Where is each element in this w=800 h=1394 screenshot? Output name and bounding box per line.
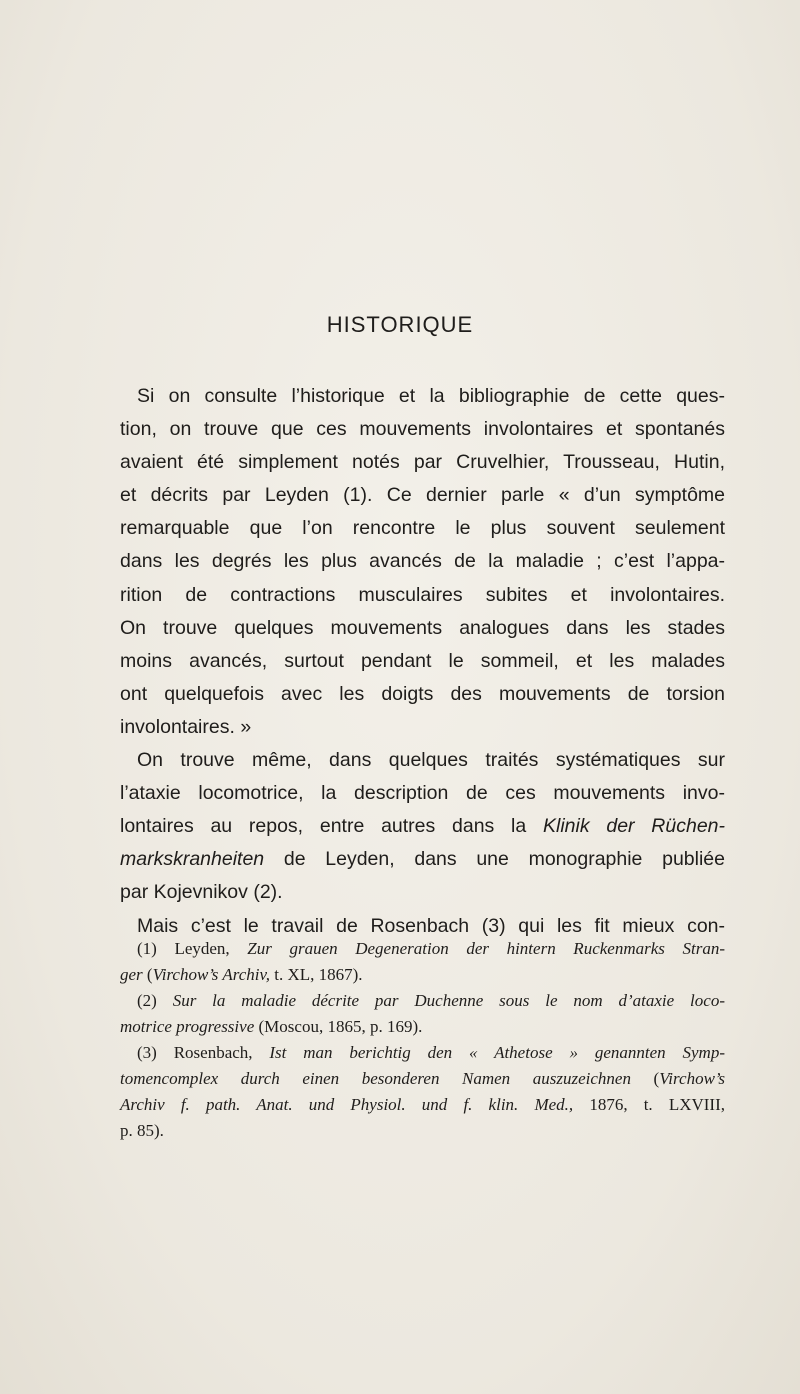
footnote-paren: (: [653, 1069, 660, 1088]
footnote-journal: Archiv f. path. Anat. und Physiol. und f. klin. Med.,: [120, 1095, 574, 1114]
footnote-ref: p. 85).: [120, 1121, 164, 1140]
text-line: moins avancés, surtout pendant le sommeil, et les malades: [120, 649, 725, 672]
text-line: [120, 843, 725, 876]
text-line: Mais c’est le travail de Rosenbach (3) qui les fit mieux con-: [137, 914, 725, 937]
footnote-title: motrice progressive: [120, 1017, 255, 1036]
footnote-3-cont: [120, 1092, 725, 1118]
text-segment: de Leyden, dans une monographie publiée: [283, 848, 725, 871]
text-line: l’ataxie locomotrice, la description de ces mouvements invo-: [120, 782, 725, 805]
text-line: involontaires. »: [120, 715, 252, 738]
text-line: rition de contractions musculaires subites et involontaires.: [120, 583, 725, 606]
footnote-3: [120, 1040, 725, 1066]
footnote-ref: 1876, t. LXVIII,: [589, 1095, 725, 1114]
main-text: [120, 380, 725, 943]
footnote-2-cont: [120, 1014, 725, 1040]
text-line: On trouve quelques mouvements analogues dans les stades: [120, 616, 725, 639]
footnote-marker: (2): [137, 991, 157, 1010]
footnote-title: Zur grauen Degeneration der hintern Ruckenmarks Stran-: [247, 939, 725, 958]
text-line: avaient été simplement notés par Cruvelhier, Trousseau, Hutin,: [120, 451, 725, 474]
footnote-title: tomencomplex durch einen besonderen Namen auszuzeichnen: [120, 1069, 631, 1088]
text-line: On trouve même, dans quelques traités systématiques sur: [137, 749, 725, 772]
text-segment: lontaires au repos, entre autres dans la: [120, 815, 527, 838]
text-line: [120, 810, 725, 843]
text-line: par Kojevnikov (2).: [120, 881, 283, 904]
book-title: Klinik der Rüchen-: [543, 815, 726, 838]
text-line: remarquable que l’on rencontre le plus souvent seulement: [120, 517, 725, 540]
footnote-title: ger: [120, 965, 143, 984]
footnote-author: Leyden,: [174, 939, 230, 958]
page-heading: HISTORIQUE: [326, 312, 474, 337]
text-line: dans les degrés les plus avancés de la maladie ; c’est l’appa-: [120, 550, 725, 573]
text-line: et décrits par Leyden (1). Ce dernier parle « d’un symptôme: [120, 484, 725, 507]
text-line: tion, on trouve que ces mouvements involontaires et spontanés: [120, 418, 725, 441]
footnote-marker: (1): [137, 939, 157, 958]
text-line: ont quelquefois avec les doigts des mouvements de torsion: [120, 682, 725, 705]
text-line: Si on consulte l’historique et la bibliographie de cette ques-: [137, 385, 725, 407]
footnote-3-cont: [120, 1118, 725, 1144]
footnote-title: Ist man berichtig den « Athetose » genannten Symp-: [269, 1043, 725, 1062]
footnotes: [120, 936, 725, 1144]
footnote-author: Rosenbach,: [173, 1043, 253, 1062]
footnote-2: [120, 988, 725, 1014]
footnote-1: [120, 936, 725, 962]
footnote-ref: t. XL, 1867).: [274, 965, 363, 984]
footnote-title: Sur la maladie décrite par Duchenne sous le nom d’ataxie loco-: [172, 991, 725, 1010]
footnote-journal: Virchow’s: [659, 1069, 725, 1088]
book-title: kranheiten: [173, 848, 265, 871]
footnote-journal: Virchow’s Archiv,: [152, 965, 271, 984]
footnote-3-cont: [120, 1066, 725, 1092]
footnote-paren: (: [146, 965, 153, 984]
book-title: marks: [120, 848, 174, 871]
footnote-ref: (Moscou, 1865, p. 169).: [258, 1017, 423, 1036]
footnote-marker: (3): [137, 1043, 157, 1062]
footnote-1-cont: [120, 962, 725, 988]
